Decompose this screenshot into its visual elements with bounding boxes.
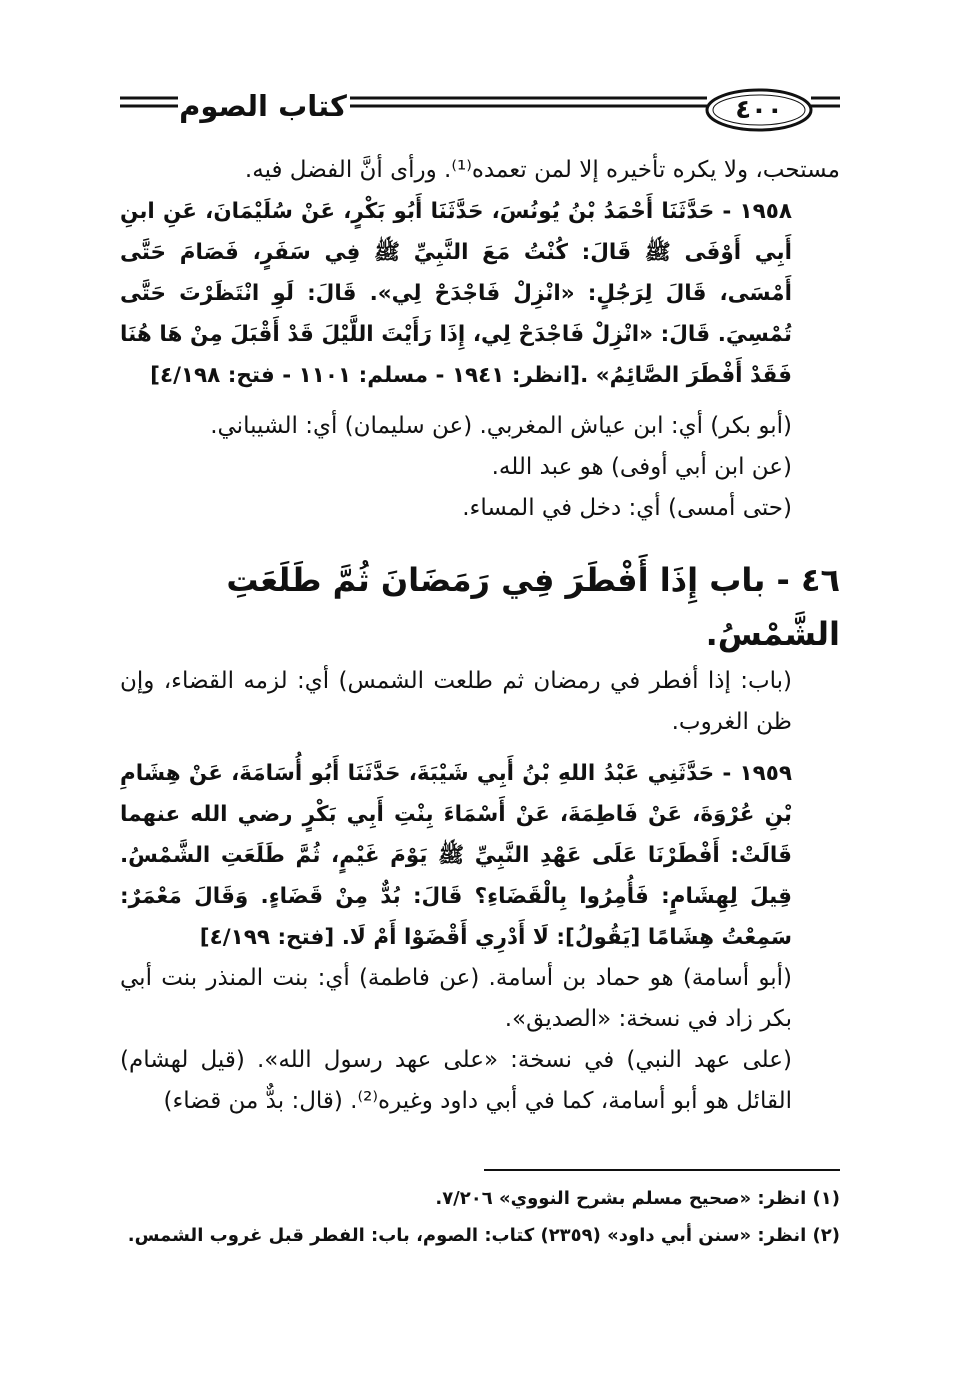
- footnotes: [120, 1180, 840, 1254]
- page-header: [0, 76, 958, 136]
- commentary-ala-ahd: (على عهد النبي) في نسخة: «على عهد رسول الله». (قيل لهشام) القائل هو أبو أسامة، كما في أبي داود وغيره⁽²⁾. (قال: بدٌّ من قضاء): [120, 1047, 792, 1114]
- commentary-chapter: (باب: إذا أفطر في رمضان ثم طلعت الشمس) أي: لزمه القضاء، وإن ظن الغروب.: [120, 668, 792, 735]
- commentary-abu-bakr: (أبو بكر) أي: ابن عياش المغربي. (عن سليمان) أي: الشيباني.: [210, 413, 792, 439]
- header-ornament: [0, 76, 958, 136]
- footnote-1: (١) انظر: «صحيح مسلم بشرح النووي» ٧/٢٠٦.: [435, 1188, 840, 1209]
- commentary-ibn-abi-awfa: (عن ابن أبي أوفى) هو عبد الله.: [491, 454, 792, 480]
- main-text: [120, 150, 840, 1122]
- chapter-heading: ٤٦ - باب إِذَا أَفْطَرَ فِي رَمَضَانَ ثُمَّ طَلَعَتِ الشَّمْسُ.: [226, 561, 840, 653]
- hadith-1958: ١٩٥٨ - حَدَّثَنَا أَحْمَدُ بْنُ يُونُسَ، حَدَّثَنَا أَبُو بَكْرٍ، عَنْ سُلَيْمَانَ، عَنِ ابنِ أَبِي أَوْفَى ﷺ قَالَ: كُنْتُ مَعَ النَّبِيِّ ﷺ فِي سَفَرٍ، فَصَامَ حَتَّى أَمْسَى، قَالَ لِرَجُلٍ: «انْزِلْ فَاجْدَحْ لِي». قَالَ: لَوِ انْتَظَرْتَ حَتَّى تُمْسِيَ. قَالَ: «انْزِلْ فَاجْدَحْ لِي، إِذَا رَأَيْتَ اللَّيْلَ قَدْ أَقْبَلَ مِنْ هَا هُنَا فَقَدْ أَفْطَرَ الصَّائِمُ» .[انظر: ١٩٤١ - مسلم: ١١٠١ - فتح: ٤/١٩٨]: [120, 199, 792, 388]
- footnote-2: (٢) انظر: «سنن أبي داود» (٢٣٥٩) كتاب: الصوم، باب: الفطر قبل غروب الشمس.: [127, 1225, 840, 1246]
- running-title: كتاب الصوم: [179, 89, 347, 123]
- commentary-abu-usama: (أبو أسامة) هو حماد بن أسامة. (عن فاطمة) أي: بنت المنذر بنت أبي بكر زاد في نسخة: «الصديق».: [120, 965, 792, 1032]
- paragraph-continuation: مستحب، ولا يكره تأخيره إلا لمن تعمده⁽¹⁾. ورأى أنَّ الفضل فيه.: [244, 157, 840, 183]
- hadith-1959: ١٩٥٩ - حَدَّثَنِي عَبْدُ اللهِ بْنُ أَبِي شَيْبَةَ، حَدَّثَنَا أَبُو أُسَامَةَ، عَنْ هِشَامِ بْنِ عُرْوَةَ، عَنْ فَاطِمَةَ، عَنْ أَسْمَاءَ بِنْتِ أَبِي بَكْرٍ رضي الله عنهما قَالَتْ: أَفْطَرْنَا عَلَى عَهْدِ النَّبِيِّ ﷺ يَوْمَ غَيْمٍ، ثُمَّ طَلَعَتِ الشَّمْسُ. قِيلَ لِهِشَامٍ: فَأُمِرُوا بِالْقَضَاءِ؟ قَالَ: بُدٌّ مِنْ قَضَاءٍ. وَقَالَ مَعْمَرٌ: سَمِعْتُ هِشَامًا [يَقُولُ]: لَا أَدْرِي أَقْضَوْا أَمْ لَا. [فتح: ٤/١٩٩]: [120, 761, 792, 950]
- footnote-divider: [484, 1169, 840, 1171]
- page-number: ٤٠٠: [735, 95, 783, 125]
- commentary-hatta-amsa: (حتى أمسى) أي: دخل في المساء.: [462, 495, 792, 521]
